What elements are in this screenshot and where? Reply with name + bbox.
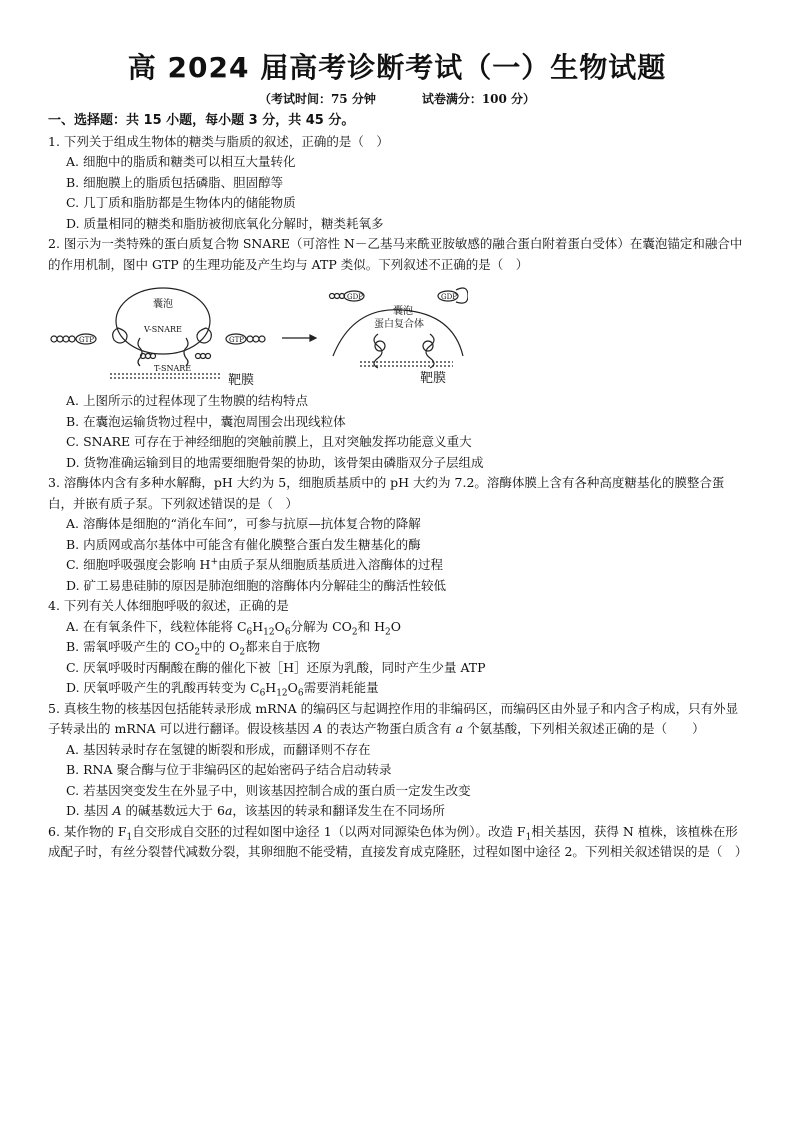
label-complex-line2: 蛋白复合体 <box>374 319 424 330</box>
exam-time: （考试时间：75 分钟 <box>258 92 376 106</box>
label-gdp-left: GDP <box>347 293 363 301</box>
question-2-stem: 2. 图示为一类特殊的蛋白质复合物 SNARE（可溶性 N－乙基马来酰亚胺敏感的融合蛋白附着蛋白受体）在囊泡锚定和融合中的作用机制，图中 GTP 的生理功能及产生均与 ATP 类似。下列叙述不正确的是（ ） <box>48 236 743 272</box>
question-2-option-c: C. SNARE 可存在于神经细胞的突触前膜上，且对突触发挥功能意义重大 <box>66 434 472 449</box>
question-3-option-c: C. 细胞呼吸强度会影响 H+由质子泵从细胞质基质进入溶酶体的过程 <box>66 556 444 572</box>
question-3-stem: 3. 溶酶体内含有多种水解酶，pH 大约为 5，细胞质基质中的 pH 大约为 7.2。溶酶体膜上含有各种高度糖基化的膜整合蛋白，并嵌有质子泵。下列叙述错误的是（ ） <box>48 475 725 511</box>
question-5-stem: 5. 真核生物的核基因包括能转录形成 mRNA 的编码区与起调控作用的非编码区，而编码区由外显子和内含子构成，只有外显子转录出的 mRNA 可以进行翻译。假设核基因 A 的表达产物蛋白质含有 a 个氨基酸，下列相关叙述正确的是（ ） <box>48 700 739 736</box>
question-1-option-a: A. 细胞中的脂质和糖类可以相互大量转化 <box>66 154 296 169</box>
label-gdp-right: GDP <box>441 293 457 301</box>
question-5-option-b: B. RNA 聚合酶与位于非编码区的起始密码子结合启动转录 <box>66 762 392 777</box>
snare-coil-left <box>138 338 142 366</box>
question-4-option-d: D. 厌氧呼吸产生的乳酸再转变为 $C_6H_{12}O_6$需要消耗能量 <box>66 680 379 699</box>
question-5-option-a: A. 基因转录时存在氢键的断裂和形成，而翻译则不存在 <box>66 741 371 757</box>
snare-diagram <box>48 276 468 389</box>
question-1-stem: 1. 下列关于组成生物体的糖类与脂质的叙述，正确的是（ ） <box>48 133 389 149</box>
snare-figure <box>48 276 748 389</box>
question-1-option-d: D. 质量相同的糖类和脂肪被彻底氧化分解时，糖类耗氧多 <box>66 215 384 231</box>
exam-info <box>0 91 794 107</box>
exam-title: 高 2024 届高考诊断考试（一）生物试题 <box>127 51 667 84</box>
question-2-option-d: D. 货物准确运输到目的地需要细胞骨架的协助，该骨架由磷脂双分子层组成 <box>66 454 484 470</box>
label-vesicle: 囊泡 <box>153 299 173 310</box>
exam-content <box>48 111 748 863</box>
section-heading: 一、选择题：共 15 小题，每小题 3 分，共 45 分。 <box>48 113 355 128</box>
vesicle-shape <box>116 288 210 354</box>
label-v-snare: V-SNARE <box>144 325 182 334</box>
left-protein-blob <box>113 328 127 343</box>
question-3-option-a: A. 溶酶体是细胞的“消化车间”，可参与抗原—抗体复合物的降解 <box>66 516 421 531</box>
question-6-stem: 6. 某作物的 $F_1$自交形成自交胚的过程如图中途径 1（以两对同源染色体为例）。改造 $F_1$相关基因，获得 N 植株，该植株在形成配子时，有丝分裂替代减数分裂，其卵细胞不能受精，直接发育成克隆胚，过程如图中途径 2。下列相关叙述错误的是（ ） <box>48 823 748 859</box>
label-gtp-left: GTP <box>79 336 94 344</box>
question-5-option-d: D. 基因 A 的碱基数远大于 6a，该基因的转录和翻译发生在不同场所 <box>66 803 445 818</box>
question-4-stem: 4. 下列有关人体细胞呼吸的叙述，正确的是 <box>48 598 289 613</box>
question-4-option-b: B. 需氧呼吸产生的 $CO_2$中的 $O_2$都来自于底物 <box>66 639 321 658</box>
question-1-option-b: B. 细胞膜上的脂质包括磷脂、胆固醇等 <box>66 174 284 190</box>
snare-coil-right <box>184 338 188 366</box>
label-complex-line1: 囊泡 <box>393 306 413 317</box>
right-protein-blob <box>197 328 211 343</box>
label-gtp-right: GTP <box>229 336 244 344</box>
question-1-option-c: C. 几丁质和脂肪都是生物体内的储能物质 <box>66 195 296 210</box>
question-4-option-a: A. 在有氧条件下，线粒体能将 $C_6H_{12}O_6$分解为 $CO_2$和 $H_2O$ <box>66 618 401 637</box>
label-t-snare: T-SNARE <box>154 364 192 373</box>
label-target-membrane-left: 靶膜 <box>228 373 255 388</box>
question-4-option-c: C. 厌氧呼吸时丙酮酸在酶的催化下被［H］还原为乳酸，同时产生少量 ATP <box>66 659 486 675</box>
full-score: 试卷满分：100 分） <box>421 92 536 106</box>
question-2-option-a: A. 上图所示的过程体现了生物膜的结构特点 <box>66 393 308 408</box>
question-3-option-d: D. 矿工易患硅肺的原因是肺泡细胞的溶酶体内分解硅尘的酶活性较低 <box>66 577 447 593</box>
question-2-option-b: B. 在囊泡运输货物过程中，囊泡周围会出现线粒体 <box>66 413 346 429</box>
label-target-membrane-right: 靶膜 <box>420 371 447 386</box>
question-3-option-b: B. 内质网或高尔基体中可能含有催化膜整合蛋白发生糖基化的酶 <box>66 536 421 552</box>
question-5-option-c: C. 若基因突变发生在外显子中，则该基因控制合成的蛋白质一定发生改变 <box>66 782 471 798</box>
